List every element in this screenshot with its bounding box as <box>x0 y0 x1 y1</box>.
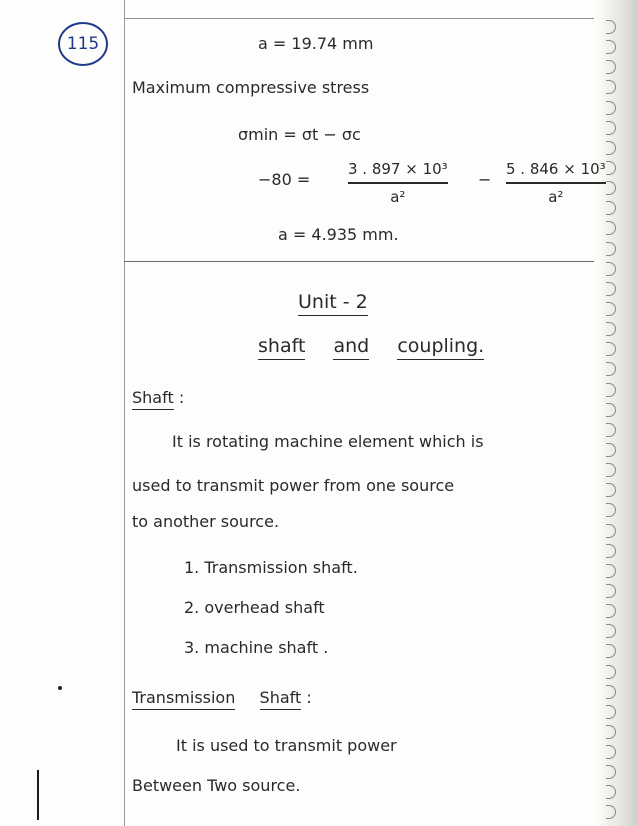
fraction-2-bar <box>506 182 606 184</box>
equation-lhs: −80 = <box>258 170 311 189</box>
transmission-heading-text: Transmission <box>132 688 235 710</box>
ink-dot <box>58 686 62 690</box>
shaft-heading-text-2: Shaft <box>260 688 302 710</box>
transmission-line-2: Between Two source. <box>132 776 301 795</box>
definition-line-1: It is rotating machine element which is <box>172 432 484 451</box>
subtitle-shaft: shaft <box>258 335 305 360</box>
transmission-shaft-heading <box>132 690 312 706</box>
transmission-line-1: It is used to transmit power <box>176 736 397 755</box>
subtitle-coupling: coupling. <box>397 335 484 360</box>
fraction-2 <box>506 160 606 206</box>
fraction-2-denominator: a² <box>548 187 564 206</box>
minus-sign: − <box>478 170 492 189</box>
left-ink-mark <box>37 770 39 820</box>
a-value-line-2: a = 4.935 mm. <box>278 225 399 244</box>
spiral-binding <box>606 20 628 820</box>
subtitle <box>258 337 484 356</box>
margin-line <box>124 0 125 826</box>
sigma-min-equation: σmin = σt − σc <box>238 125 361 144</box>
definition-line-2: used to transmit power from one source <box>132 476 455 495</box>
a-value-line-1: a = 19.74 mm <box>258 34 374 53</box>
unit-title-text: Unit - 2 <box>298 291 368 316</box>
shaft-heading <box>132 390 184 406</box>
page-number-circle <box>58 22 108 66</box>
fraction-1-bar <box>348 182 448 184</box>
unit-title <box>298 293 368 312</box>
fraction-1-numerator: 3 . 897 × 10³ <box>348 160 448 178</box>
fraction-1-denominator: a² <box>390 187 406 206</box>
definition-line-3: to another source. <box>132 512 280 531</box>
list-item-3: 3. machine shaft . <box>184 638 329 657</box>
list-item-2: 2. overhead shaft <box>184 598 325 617</box>
fraction-2-numerator: 5 . 846 × 10³ <box>506 160 606 178</box>
list-item-1: 1. Transmission shaft. <box>184 558 358 577</box>
section-divider <box>124 261 594 262</box>
shaft-heading-text: Shaft <box>132 388 174 410</box>
page-number: 115 <box>66 34 100 54</box>
shaft-heading-colon: : <box>178 388 185 407</box>
transmission-heading-colon: : <box>306 688 312 707</box>
subtitle-and: and <box>333 335 369 360</box>
top-rule <box>124 18 594 19</box>
fraction-1 <box>348 160 448 206</box>
max-compressive-stress-line: Maximum compressive stress <box>132 78 370 97</box>
